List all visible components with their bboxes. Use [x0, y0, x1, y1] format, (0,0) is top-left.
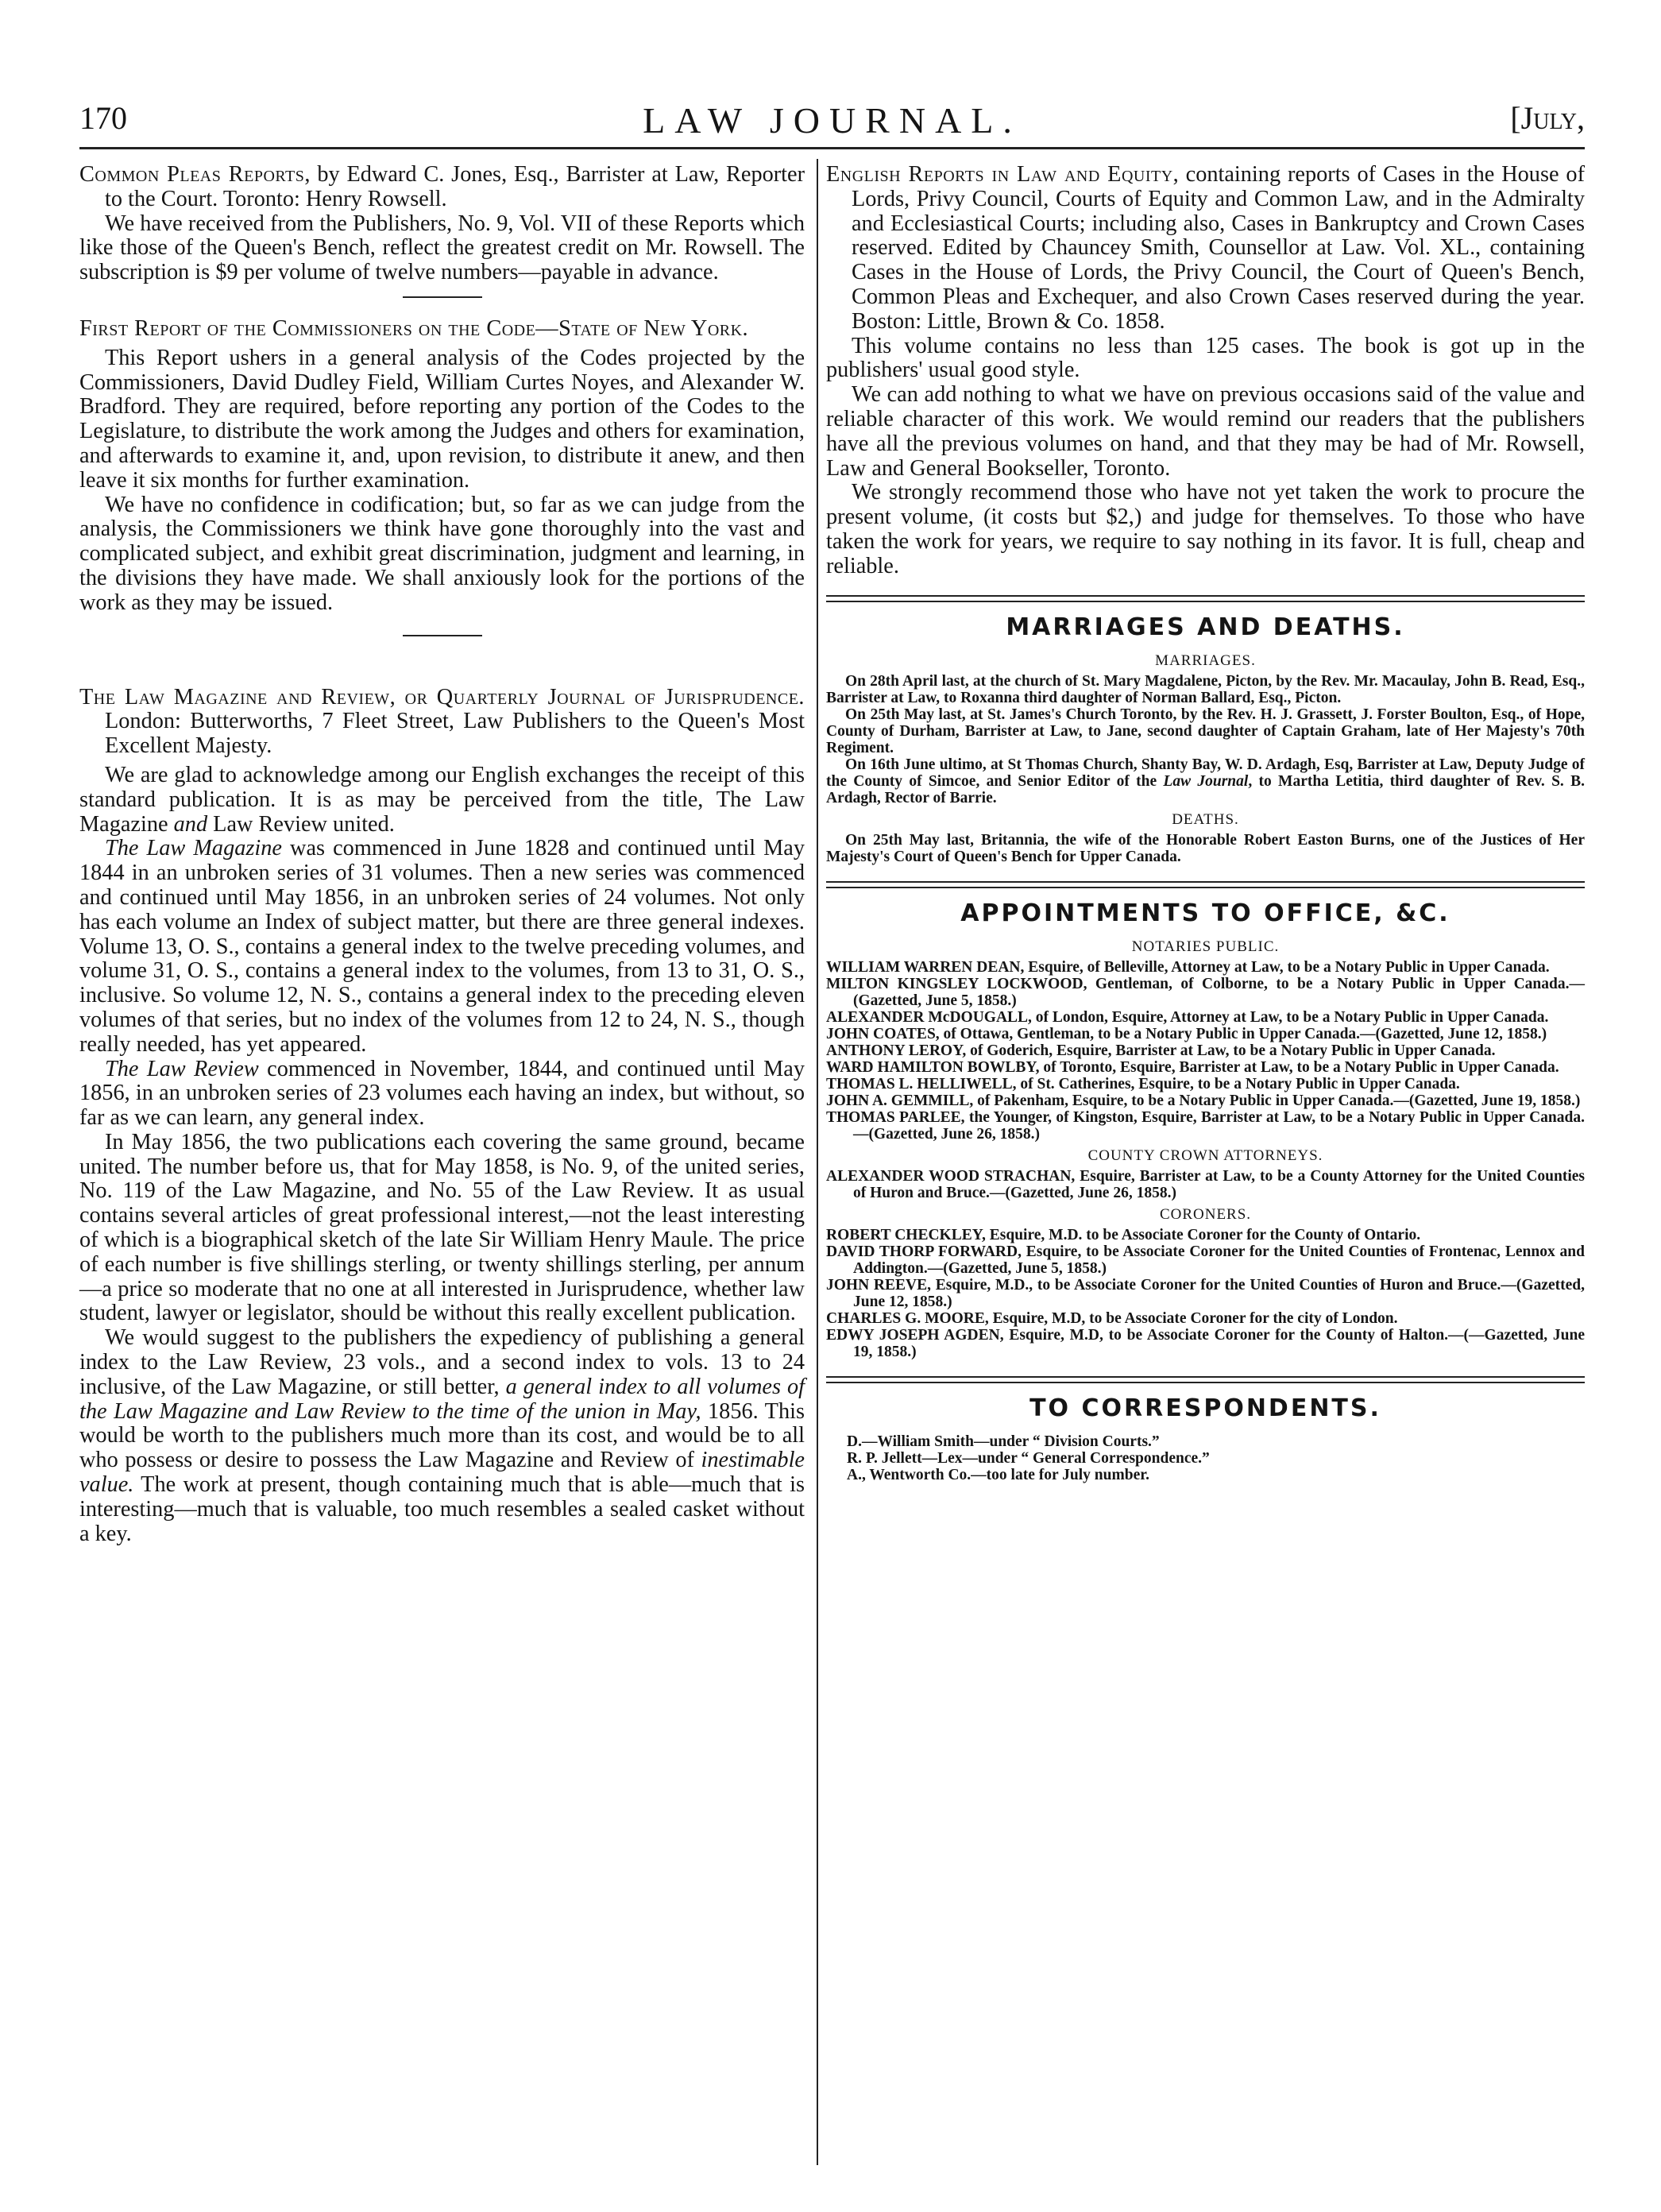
- text-run: We would suggest to the publishers the expediency of publishing a general index to the Law Review, 23 vols., and a second index to vols. 13 to 24 inclusive, of the Law Magazine, or still better,: [79, 1325, 805, 1399]
- marriages-heading: MARRIAGES.: [1155, 652, 1256, 669]
- review-citation: [826, 163, 1585, 335]
- text-run: We are glad to acknowledge among our English exchanges the receipt of this standard publication. It is as may be perceived from the title, The Law Magazine: [79, 762, 805, 837]
- review-heading: First Report of the Commissioners on the Code—State of New York.: [79, 315, 749, 341]
- correspondent-line: R. P. Jellett—Lex—under “ General Correspondence.”: [847, 1449, 1210, 1467]
- appointment-entry: WARD HAMILTON BOWLBY, of Toronto, Esquire, Barrister at Law, to be a Notary Public in Upper Canada.: [826, 1058, 1559, 1076]
- section-rule: [403, 296, 482, 298]
- review-paragraph: This volume contains no less than 125 cases. The book is got up in the publishers' usual good style.: [826, 333, 1585, 383]
- appointment-entry: JOHN A. GEMMILL, of Pakenham, Esquire, to be a Notary Public in Upper Canada.—(Gazetted, June 19, 1858.): [826, 1092, 1581, 1109]
- page-header: [79, 99, 1585, 147]
- appointment-entry: ROBERT CHECKLEY, Esquire, M.D. to be Associate Coroner for the County of Ontario.: [826, 1226, 1421, 1243]
- journal-title: LAW JOURNAL.: [643, 100, 1022, 141]
- appointment-entry: ALEXANDER McDOUGALL, of London, Esquire, Attorney at Law, to be a Notary Public in Upper Canada.: [826, 1008, 1549, 1026]
- correspondents-title: TO CORRESPONDENTS.: [1029, 1394, 1381, 1422]
- appointment-entry: EDWY JOSEPH AGDEN, Esquire, M.D, to be Associate Coroner for the County of Halton.—(—Gazetted, June 19, 1858.): [826, 1326, 1585, 1360]
- review-paragraph: We strongly recommend those who have not yet taken the work to procure the present volume, (it costs but $2,) and judge for themselves. To those who have taken the work for years, we require to say nothing in its favor. It is full, cheap and reliable.: [826, 480, 1585, 578]
- marriage-notice: [826, 756, 1585, 806]
- section-double-rule: [826, 881, 1585, 888]
- death-notice: On 25th May last, Britannia, the wife of the Honorable Robert Easton Burns, one of the Justices of Her Majesty's Court of Queen's Bench for Upper Canada.: [826, 831, 1585, 865]
- review-citation: [79, 686, 805, 759]
- text-run-italic: Law Journal: [1163, 772, 1249, 790]
- section-rule: [403, 635, 482, 636]
- review-heading: English Reports in Law and Equity: [826, 162, 1173, 187]
- review-law-magazine: [79, 686, 805, 1547]
- review-paragraph: [79, 1058, 805, 1131]
- text-run: Law Review united.: [207, 811, 395, 837]
- correspondents-section: [826, 1394, 1585, 1483]
- text-run-italic: and: [173, 811, 208, 837]
- correspondent-line: A., Wentworth Co.—too late for July number.: [847, 1466, 1149, 1483]
- review-citation-text: , containing reports of Cases in the House of Lords, Privy Council, Courts of Equity and Common Law, and in the Admiralty and Ecclesiastical Courts; including also, Cases in Bankruptcy and Crown Cases reserved. Edited by Chauncey Smith, Counsellor at Law. Vol. XL., containing Cases in the House of Lords, the Privy Council, the Court of Queen's Bench, Common Pleas and Exchequer, and also Crown Cases reserved during the year. Boston: Little, Brown & Co. 1858.: [852, 162, 1585, 334]
- appointments-section: [826, 899, 1585, 1360]
- text-run: was commenced in June 1828 and continued until May 1844 in an unbroken series of 31 volumes. Then a new series was commenced and continued until May 1856, in an unbroken series of 24 volumes. Not only has each volume an Index of subject matter, but there are three general indexes. Volume 13, O. S., contains a general index to the twelve preceding volumes, and volume 31, O. S., contains a general index to the volumes, from 13 to 31, O. S., inclusive. So volume 12, N. S., contains a general index to the preceding eleven volumes of that series, but no index of the volumes from 12 to 24, N. S., though really needed, has yet appeared.: [79, 836, 805, 1057]
- right-column: [826, 163, 1585, 1483]
- text-run: , to Martha Letitia, third daughter of Rev. S. B. Ardagh, Rector of Barrie.: [826, 772, 1585, 806]
- appointments-title: APPOINTMENTS TO OFFICE, &C.: [960, 899, 1450, 927]
- deaths-heading: DEATHS.: [1172, 810, 1239, 828]
- marriages-deaths-title: MARRIAGES AND DEATHS.: [1006, 613, 1405, 641]
- review-paragraph: We have received from the Publishers, No. 9, Vol. VII of these Reports which like those of the Queen's Bench, reflect the greatest credit on Mr. Rowsell. The subscription is $9 per volume of twelve numbers—payable in advance.: [79, 211, 805, 285]
- marriage-notice: On 28th April last, at the church of St. Mary Magdalene, Picton, by the Rev. Mr. Macaulay, John B. Read, Esq., Barrister at Law, to Roxanna third daughter of Norman Ballard, Esq., Picton.: [826, 672, 1585, 706]
- review-citation-text: , by Edward C. Jones, Esq., Barrister at Law, Reporter to the Court. Toronto: Henry Rowsell.: [105, 162, 805, 211]
- review-heading: The Law Magazine and Review, or Quarterly Journal of Jurisprudence.: [79, 684, 805, 710]
- header-rule: [79, 147, 1585, 149]
- text-run-italic: a general index to all volumes of the Law Magazine and Law Review to the time of the union in May,: [79, 1374, 805, 1424]
- appointment-entry: CHARLES G. MOORE, Esquire, M.D, to be Associate Coroner for the city of London.: [826, 1309, 1398, 1327]
- text-run: The work at present, though containing much that is able—much that is interesting—much that is valuable, too much resembles a sealed casket without a key.: [79, 1472, 805, 1546]
- text-run: On 16th June ultimo, at St Thomas Church, Shanty Bay, W. D. Ardagh, Esq, Barrister at Law, Deputy Judge of the County of Simcoe, and Senior Editor of the: [826, 756, 1585, 790]
- correspondent-line: D.—William Smith—under “ Division Courts.”: [847, 1433, 1160, 1450]
- appointment-entry: MILTON KINGSLEY LOCKWOOD, Gentleman, of Colborne, to be a Notary Public in Upper Canada.—(Gazetted, June 5, 1858.): [826, 975, 1585, 1009]
- review-paragraph: [79, 764, 805, 837]
- left-column: [79, 163, 805, 1546]
- review-paragraph: [79, 837, 805, 1057]
- notaries-heading: NOTARIES PUBLIC.: [1131, 938, 1280, 955]
- text-run-italic: inestimable value.: [79, 1448, 805, 1498]
- review-heading: Common Pleas Reports: [79, 162, 305, 187]
- marriages-deaths-section: [826, 613, 1585, 865]
- page-number: 170: [79, 100, 127, 136]
- review-citation: [79, 163, 805, 212]
- review-english-reports: [826, 163, 1585, 579]
- appointment-entry: JOHN COATES, of Ottawa, Gentleman, to be a Notary Public in Upper Canada.—(Gazetted, June 12, 1858.): [826, 1025, 1547, 1042]
- county-attorneys-heading: COUNTY CROWN ATTORNEYS.: [1087, 1147, 1323, 1164]
- appointment-entry: DAVID THORP FORWARD, Esquire, to be Associate Coroner for the United Counties of Frontenac, Lennox and Addington.—(Gazetted, June 5, 1858.): [826, 1243, 1585, 1277]
- marriage-notice: On 25th May last, at St. James's Church Toronto, by the Rev. H. J. Grassett, J. Forster Boulton, Esq., of Hope, County of Durham, Barrister at Law, to Jane, second daughter of Captain Graham, late of Her Majesty's 70th Regiment.: [826, 706, 1585, 756]
- review-paragraph: We have no confidence in codification; but, so far as we can judge from the analysis, the Commissioners we think have gone thoroughly into the vast and complicated subject, and exhibit great discrimination, judgment and learning, in the divisions they have made. We shall anxiously look for the portions of the work as they may be issued.: [79, 492, 805, 615]
- appointment-entry: THOMAS L. HELLIWELL, of St. Catherines, Esquire, to be a Notary Public in Upper Canada.: [826, 1075, 1460, 1092]
- appointment-entry: ANTHONY LEROY, of Goderich, Esquire, Barrister at Law, to be a Notary Public in Upper Canada.: [826, 1042, 1496, 1059]
- review-common-pleas: [79, 163, 805, 285]
- review-paragraph: In May 1856, the two publications each covering the same ground, became united. The number before us, that for May 1858, is No. 9, of the united series, No. 119 of the Law Magazine, and No. 55 of the Law Review. It as usual contains several articles of great professional interest,—not the least interesting of which is a biographical sketch of the late Sir William Henry Maule. The price of each number is five shillings sterling, or twenty shillings sterling, per annum—a price so moderate that no one at all interested in Jurisprudence, whether law student, lawyer or legislator, should be without this really excellent publication.: [79, 1129, 805, 1326]
- text-run-italic: The Law Magazine: [105, 836, 282, 861]
- issue-month: [July,: [1510, 100, 1585, 136]
- section-double-rule: [826, 1376, 1585, 1383]
- text-run: 1856. This would be worth to the publishers much more than its cost, and would be to all who possess or desire to possess the Law Magazine and Review of: [79, 1398, 805, 1473]
- text-run-italic: The Law Review: [105, 1056, 259, 1081]
- coroners-heading: CORONERS.: [1159, 1205, 1252, 1223]
- appointment-entry: THOMAS PARLEE, the Younger, of Kingston, Esquire, Barrister at Law, to be a Notary Public in Upper Canada.—(Gazetted, June 26, 1858.): [826, 1108, 1585, 1143]
- column-divider: [817, 159, 818, 2165]
- appointment-entry: WILLIAM WARREN DEAN, Esquire, of Belleville, Attorney at Law, to be a Notary Public in Upper Canada.: [826, 958, 1550, 976]
- review-paragraph: This Report ushers in a general analysis of the Codes projected by the Commissioners, David Dudley Field, William Curtes Noyes, and Alexander W. Bradford. They are required, before reporting any portion of the Codes to the Legislature, to distribute the work among the Judges and others for examination, and afterwards to examine it, and, upon revision, to distribute it anew, and then leave it six months for further examination.: [79, 345, 805, 493]
- appointment-entry: ALEXANDER WOOD STRACHAN, Esquire, Barrister at Law, to be a County Attorney for the United Counties of Huron and Bruce.—(Gazetted, June 26, 1858.): [826, 1167, 1585, 1201]
- text-run: commenced in November, 1844, and continued until May 1856, in an unbroken series of 23 volumes each having an index, but without, so far as we can learn, any general index.: [79, 1056, 805, 1131]
- appointment-entry: JOHN REEVE, Esquire, M.D., to be Associate Coroner for the United Counties of Huron and Bruce.—(Gazetted, June 12, 1858.): [826, 1276, 1585, 1310]
- review-paragraph: [79, 1326, 805, 1546]
- section-double-rule: [826, 595, 1585, 602]
- review-citation-text: London: Butterworths, 7 Fleet Street, Law Publishers to the Queen's Most Excellent Majesty.: [105, 709, 805, 759]
- review-first-report: [79, 317, 805, 616]
- review-paragraph: We can add nothing to what we have on previous occasions said of the value and reliable character of this work. We would remind our readers that the publishers have all the previous volumes on hand, and that they may be had of Mr. Rowsell, Law and General Bookseller, Toronto.: [826, 382, 1585, 481]
